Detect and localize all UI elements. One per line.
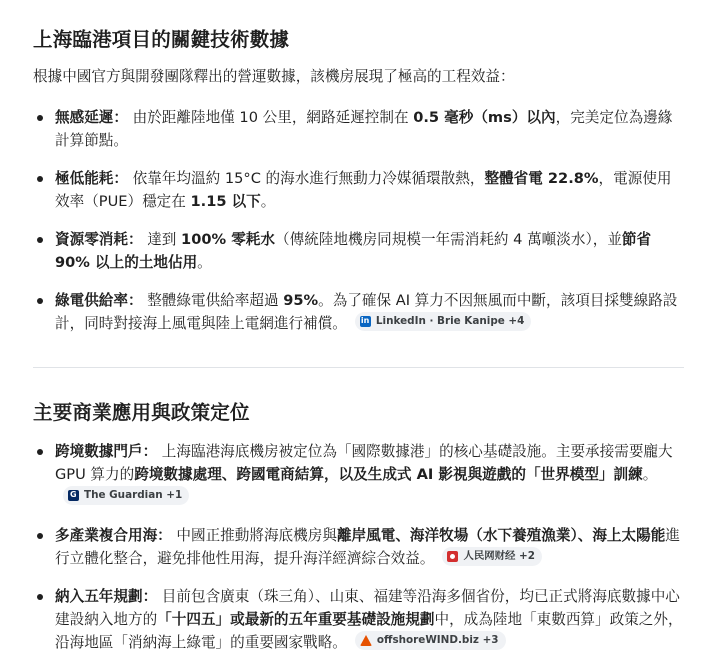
source-chip-guardian[interactable] — [63, 486, 189, 505]
source-chip-label: 人民网财经 +2 — [463, 550, 535, 562]
linkedin-icon — [360, 316, 371, 327]
source-chip-label: offshoreWIND.biz +3 — [376, 634, 499, 646]
source-chip-linkedin[interactable] — [355, 312, 531, 331]
item-label: 多產業複合用海： — [55, 527, 172, 544]
item-bold-text: 1.15 以下 — [190, 193, 261, 210]
bullet-icon — [37, 449, 43, 455]
item-bold-text: 離岸風電、海洋牧場（水下養殖漁業）、海上太陽能 — [336, 527, 666, 544]
item-text: 依靠年均溫約 15°C 的海水進行無動力冷媒循環散熱， — [127, 170, 485, 187]
item-text: 中國正推動將海底機房與 — [171, 527, 337, 544]
people-daily-icon — [447, 551, 458, 562]
item-text: 。 — [642, 466, 658, 483]
bullet-icon — [37, 594, 43, 600]
item-text: 達到 — [142, 231, 182, 248]
item-label: 極低能耗： — [55, 170, 128, 187]
section-heading-commercial-applications: 主要商業應用與政策定位 — [33, 401, 250, 424]
offshore-wind-icon — [360, 635, 372, 646]
bullet-icon — [37, 533, 43, 539]
item-text: （傳統陸地機房同規模一年需消耗約 4 萬噸淡水），並 — [275, 231, 622, 248]
bullet-icon — [37, 176, 43, 182]
item-text: 上海臨港海底機房被定位為「國際數據港」的核心基礎設施。主要承接需要龐大 GPU 算力的 — [55, 443, 673, 483]
guardian-icon — [68, 490, 79, 501]
bullet-icon — [37, 298, 43, 304]
source-chip-offshore-wind[interactable] — [355, 631, 506, 650]
item-bold-text: 100% 零耗水 — [181, 231, 275, 248]
item-bold-text: 跨境數據處理、跨國電商結算，以及生成式 AI 影視與遊戲的「世界模型」訓練 — [134, 466, 643, 483]
item-text: ，電源使用效率（PUE）穩定在 — [55, 170, 672, 210]
source-chip-label: LinkedIn · Brie Kanipe +4 — [375, 315, 525, 327]
item-bold-text: 0.5 毫秒（ms）以內 — [413, 109, 556, 126]
item-text: 由於距離陸地僅 10 公里，網路延遲控制在 — [127, 109, 414, 126]
item-bold-text: 整體省電 22.8% — [484, 170, 599, 187]
source-chip-people-daily[interactable] — [442, 547, 542, 566]
item-label: 無感延遲： — [55, 109, 128, 126]
commercial-applications-list — [33, 440, 685, 669]
item-bold-text: 節省 90% 以上的土地佔用 — [55, 231, 652, 271]
list-item — [33, 106, 685, 152]
list-item — [33, 228, 685, 274]
technical-data-list — [33, 106, 685, 350]
section-intro: 根據中國官方與開發團隊釋出的營運數據，該機房展現了極高的工程效益： — [33, 68, 515, 85]
section-divider — [33, 367, 684, 368]
item-text: ，完美定位為邊緣計算節點。 — [55, 109, 673, 149]
item-text: 目前包含廣東（珠三角）、山東、福建等沿海多個省份，均已正式將海底數據中心建設納入地方的 — [55, 588, 680, 628]
item-bold-text: 95% — [283, 292, 319, 309]
section-heading-technical-data: 上海臨港項目的關鍵技術數據 — [33, 28, 290, 51]
item-text: 整體綠電供給率超過 — [142, 292, 284, 309]
item-text: 。 — [260, 193, 276, 210]
item-label: 跨境數據門戶： — [55, 443, 158, 460]
bullet-icon — [37, 237, 43, 243]
list-item — [33, 167, 685, 213]
list-item — [33, 524, 685, 570]
item-text: 中，成為陸地「東數西算」政策之外，沿海地區「消納海上綠電」的重要國家戰略。 — [55, 611, 683, 651]
item-label: 資源零消耗： — [55, 231, 143, 248]
item-text: 進行立體化整合，避免排他性用海，提升海洋經濟綜合效益。 — [55, 527, 680, 567]
item-bold-text: 「十四五」或最新的五年重要基礎設施規劃 — [157, 611, 435, 628]
item-text: 。 — [197, 254, 212, 271]
item-label: 綠電供給率： — [55, 292, 143, 309]
list-item — [33, 440, 685, 509]
source-chip-label: The Guardian +1 — [84, 489, 183, 501]
list-item — [33, 585, 685, 654]
bullet-icon — [37, 115, 43, 121]
list-item — [33, 289, 685, 335]
item-label: 納入五年規劃： — [55, 588, 158, 605]
item-text: 。為了確保 AI 算力不因無風而中斷，該項目採雙線路設計，同時對接海上風電與陸上電網進行補償。 — [55, 292, 678, 332]
